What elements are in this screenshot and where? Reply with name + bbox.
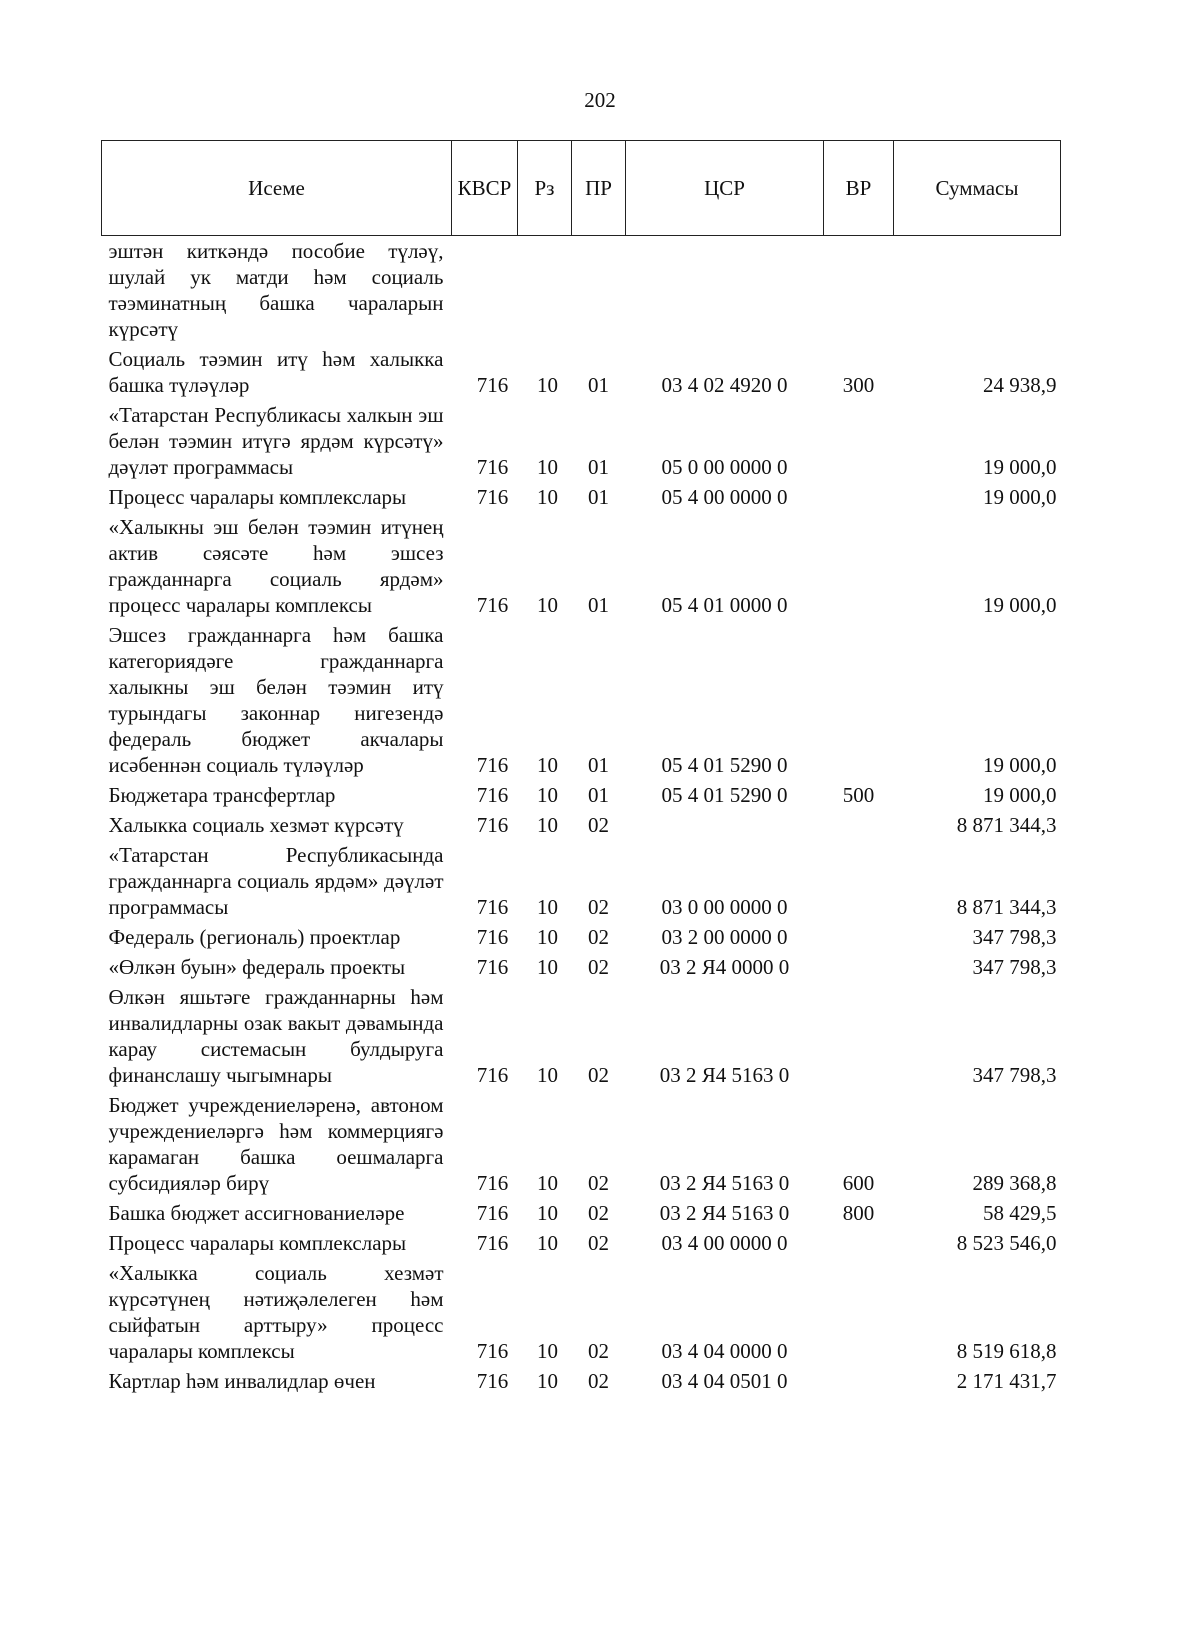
row-csr: 03 2 00 0000 0 xyxy=(661,925,788,949)
row-pr: 01 xyxy=(588,753,609,777)
header-rz: Рз xyxy=(518,141,572,236)
row-vr xyxy=(824,952,894,982)
row-sum: 19 000,0 xyxy=(983,783,1057,807)
row-kvsr: 716 xyxy=(476,753,509,777)
table-row xyxy=(102,840,1061,922)
row-rz: 10 xyxy=(537,455,558,479)
page-number: 202 xyxy=(584,88,616,112)
row-pr: 01 xyxy=(588,373,609,397)
row-csr xyxy=(626,236,824,345)
row-pr: 02 xyxy=(588,1063,609,1087)
row-vr xyxy=(824,1228,894,1258)
row-csr: 05 4 01 5290 0 xyxy=(661,753,788,777)
table-row xyxy=(102,236,1061,345)
row-rz: 10 xyxy=(537,895,558,919)
row-vr: 800 xyxy=(842,1201,875,1225)
table-row xyxy=(102,810,1061,840)
header-vr: ВР xyxy=(824,141,894,236)
table-row xyxy=(102,780,1061,810)
row-pr: 02 xyxy=(588,1201,609,1225)
row-name: «Татарстан Республикасында гражданнарга социаль ярдәм» дәүләт программасы xyxy=(108,843,444,919)
row-pr: 01 xyxy=(588,455,609,479)
header-name: Исеме xyxy=(102,141,452,236)
table-row xyxy=(102,512,1061,620)
row-name: Бюджет учреждениеләренә, автоном учреждениеләргә һәм коммерциягә карамаган башка оешмаларга субсидияләр бирү xyxy=(108,1093,444,1195)
row-pr: 02 xyxy=(588,1231,609,1255)
row-csr: 03 0 00 0000 0 xyxy=(661,895,788,919)
table-row xyxy=(102,1258,1061,1366)
row-kvsr: 716 xyxy=(476,813,509,837)
row-sum: 8 871 344,3 xyxy=(956,895,1057,919)
row-sum: 24 938,9 xyxy=(983,373,1057,397)
row-vr xyxy=(824,400,894,482)
row-name: Өлкән яшьтәге гражданнарны һәм инвалидларны озак вакыт дәвамында карау системасын булдыруга финанслашу чыгымнары xyxy=(108,985,444,1087)
row-pr: 01 xyxy=(588,485,609,509)
row-kvsr: 716 xyxy=(476,1171,509,1195)
row-vr xyxy=(824,1366,894,1396)
row-name: Федераль (региональ) проектлар xyxy=(108,925,401,949)
row-vr xyxy=(824,810,894,840)
row-kvsr: 716 xyxy=(476,1339,509,1363)
row-pr: 02 xyxy=(588,925,609,949)
table-header xyxy=(102,141,1061,236)
row-kvsr: 716 xyxy=(476,455,509,479)
table-row xyxy=(102,1228,1061,1258)
row-rz: 10 xyxy=(537,1339,558,1363)
row-vr xyxy=(824,922,894,952)
row-sum: 347 798,3 xyxy=(972,955,1057,979)
row-pr: 02 xyxy=(588,895,609,919)
table-row xyxy=(102,1090,1061,1198)
header-kvsr: КВСР xyxy=(452,141,518,236)
row-kvsr: 716 xyxy=(476,955,509,979)
table-body xyxy=(102,236,1061,1397)
row-rz: 10 xyxy=(537,783,558,807)
row-kvsr: 716 xyxy=(476,1063,509,1087)
row-name: Эшсез гражданнарга һәм башка категориядәге гражданнарга халыкны эш белән тәэмин итү турындагы законнар нигезендә федераль бюджет акчалары исәбеннән социаль түләүләр xyxy=(108,623,444,777)
row-sum: 8 519 618,8 xyxy=(956,1339,1057,1363)
row-sum: 19 000,0 xyxy=(983,753,1057,777)
row-sum: 347 798,3 xyxy=(972,925,1057,949)
row-sum xyxy=(894,236,1061,345)
table-row xyxy=(102,1366,1061,1396)
row-name: «Халыкны эш белән тәэмин итүнең актив сәясәте һәм эшсез гражданнарга социаль ярдәм» процесс чаралары комплексы xyxy=(108,515,444,617)
row-rz: 10 xyxy=(537,1231,558,1255)
row-csr xyxy=(626,810,824,840)
row-kvsr: 716 xyxy=(476,485,509,509)
table-row xyxy=(102,952,1061,982)
row-name: Картлар һәм инвалидлар өчен xyxy=(108,1369,376,1393)
row-sum: 2 171 431,7 xyxy=(956,1369,1057,1393)
row-name: Бюджетара трансфертлар xyxy=(108,783,336,807)
header-csr: ЦСР xyxy=(626,141,824,236)
row-rz: 10 xyxy=(537,1201,558,1225)
row-vr xyxy=(824,482,894,512)
table-row xyxy=(102,620,1061,780)
row-name: Социаль тәэмин итү һәм халыкка башка түләүләр xyxy=(108,347,444,397)
row-sum: 19 000,0 xyxy=(983,485,1057,509)
table-row xyxy=(102,1198,1061,1228)
row-name: Халыкка социаль хезмәт күрсәтү xyxy=(108,813,404,837)
row-pr: 01 xyxy=(588,783,609,807)
row-kvsr: 716 xyxy=(476,925,509,949)
row-name: «Татарстан Республикасы халкын эш белән тәэмин итүгә ярдәм күрсәтү» дәүләт программасы xyxy=(108,403,444,479)
row-rz: 10 xyxy=(537,1369,558,1393)
row-vr: 300 xyxy=(842,373,875,397)
row-name: Процесс чаралары комплекслары xyxy=(108,1231,407,1255)
row-rz: 10 xyxy=(537,1171,558,1195)
row-rz: 10 xyxy=(537,373,558,397)
table-row xyxy=(102,982,1061,1090)
row-name: «Халыкка социаль хезмәт күрсәтүнең нәтиҗәлелеген һәм сыйфатын арттыру» процесс чаралары комплексы xyxy=(108,1261,444,1363)
row-kvsr: 716 xyxy=(476,373,509,397)
table-row xyxy=(102,400,1061,482)
row-sum: 289 368,8 xyxy=(972,1171,1057,1195)
row-csr: 03 4 02 4920 0 xyxy=(661,373,788,397)
row-rz: 10 xyxy=(537,1063,558,1087)
row-name: эштән киткәндә пособие түләү, шулай ук матди һәм социаль тәэминатның башка чараларын күрсәтү xyxy=(108,239,444,341)
row-rz xyxy=(518,236,572,345)
row-rz: 10 xyxy=(537,813,558,837)
row-pr: 02 xyxy=(588,1339,609,1363)
row-pr: 02 xyxy=(588,1171,609,1195)
row-kvsr: 716 xyxy=(476,895,509,919)
row-pr xyxy=(572,236,626,345)
row-csr: 03 2 Я4 5163 0 xyxy=(659,1063,790,1087)
row-csr: 03 2 Я4 0000 0 xyxy=(659,955,790,979)
table-row xyxy=(102,482,1061,512)
row-csr: 03 2 Я4 5163 0 xyxy=(659,1201,790,1225)
row-name: Процесс чаралары комплекслары xyxy=(108,485,407,509)
row-vr xyxy=(824,512,894,620)
row-kvsr: 716 xyxy=(476,1231,509,1255)
budget-table xyxy=(101,140,1061,1396)
row-sum: 8 871 344,3 xyxy=(956,813,1057,837)
row-sum: 347 798,3 xyxy=(972,1063,1057,1087)
row-kvsr xyxy=(452,236,518,345)
table-row xyxy=(102,922,1061,952)
row-rz: 10 xyxy=(537,593,558,617)
header-pr: ПР xyxy=(572,141,626,236)
header-sum: Суммасы xyxy=(894,141,1061,236)
row-vr xyxy=(824,1258,894,1366)
table-row xyxy=(102,344,1061,400)
row-csr: 03 4 04 0000 0 xyxy=(661,1339,788,1363)
row-pr: 01 xyxy=(588,593,609,617)
row-csr: 05 4 00 0000 0 xyxy=(661,485,788,509)
row-vr xyxy=(824,620,894,780)
row-csr: 03 4 04 0501 0 xyxy=(661,1369,788,1393)
row-rz: 10 xyxy=(537,955,558,979)
row-kvsr: 716 xyxy=(476,1369,509,1393)
row-rz: 10 xyxy=(537,485,558,509)
row-pr: 02 xyxy=(588,1369,609,1393)
row-rz: 10 xyxy=(537,753,558,777)
row-rz: 10 xyxy=(537,925,558,949)
row-csr: 03 2 Я4 5163 0 xyxy=(659,1171,790,1195)
row-csr: 03 4 00 0000 0 xyxy=(661,1231,788,1255)
row-vr: 500 xyxy=(842,783,875,807)
row-vr xyxy=(824,236,894,345)
row-vr xyxy=(824,840,894,922)
row-sum: 58 429,5 xyxy=(983,1201,1057,1225)
row-kvsr: 716 xyxy=(476,593,509,617)
row-sum: 19 000,0 xyxy=(983,455,1057,479)
row-csr: 05 4 01 0000 0 xyxy=(661,593,788,617)
row-kvsr: 716 xyxy=(476,1201,509,1225)
row-sum: 8 523 546,0 xyxy=(956,1231,1057,1255)
row-name: «Өлкән буын» федераль проекты xyxy=(108,955,406,979)
row-pr: 02 xyxy=(588,955,609,979)
row-vr: 600 xyxy=(842,1171,875,1195)
row-sum: 19 000,0 xyxy=(983,593,1057,617)
row-name: Башка бюджет ассигнованиеләре xyxy=(108,1201,405,1225)
row-csr: 05 4 01 5290 0 xyxy=(661,783,788,807)
row-vr xyxy=(824,982,894,1090)
row-pr: 02 xyxy=(588,813,609,837)
row-kvsr: 716 xyxy=(476,783,509,807)
row-csr: 05 0 00 0000 0 xyxy=(661,455,788,479)
